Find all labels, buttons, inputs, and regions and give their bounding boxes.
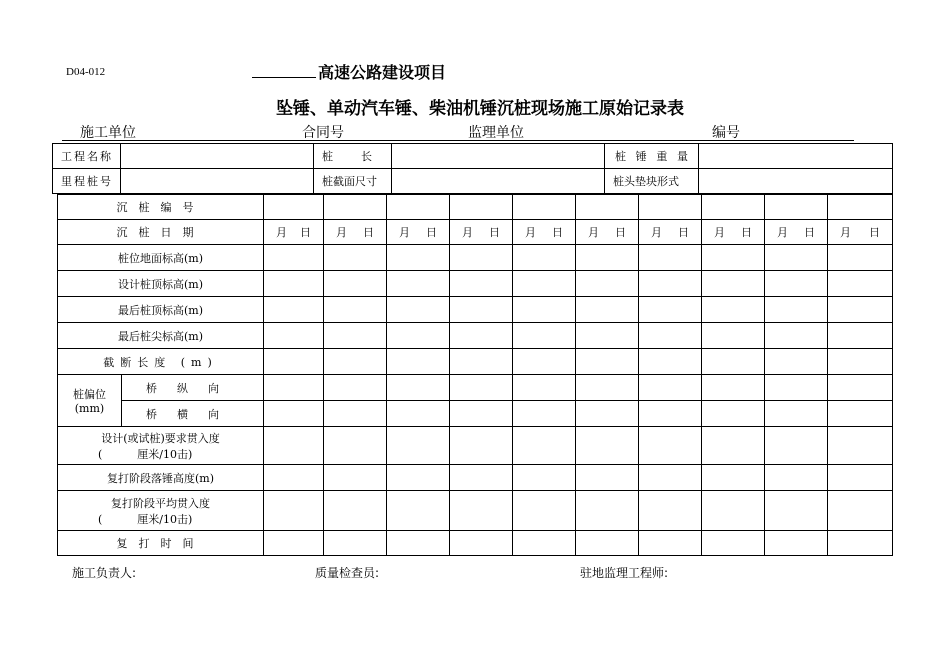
project-name-label: 工程名称 — [53, 144, 121, 169]
design-penetration-label-line: 设计(或试桩)要求贯入度 — [101, 431, 220, 445]
project-name-field[interactable] — [121, 144, 314, 169]
data-cell[interactable] — [264, 401, 324, 427]
month-day — [513, 224, 575, 240]
day-label: 日 — [552, 226, 563, 239]
data-cell[interactable] — [324, 349, 387, 375]
data-cell[interactable] — [828, 195, 893, 220]
data-cell[interactable] — [450, 297, 513, 323]
redrive-time-label — [58, 531, 264, 556]
data-cell[interactable] — [450, 465, 513, 491]
data-cell[interactable] — [513, 375, 576, 401]
data-cell[interactable] — [639, 465, 702, 491]
data-cell[interactable] — [450, 427, 513, 465]
data-cell[interactable] — [702, 271, 765, 297]
date-cell[interactable] — [387, 220, 450, 245]
day-label: 日 — [615, 226, 626, 239]
table-row — [58, 491, 893, 531]
data-cell[interactable] — [513, 465, 576, 491]
info-table — [52, 143, 893, 194]
month-label: 月 — [276, 226, 287, 239]
mileage-pile-label: 里程桩号 — [53, 169, 121, 194]
data-cell[interactable] — [387, 271, 450, 297]
data-cell[interactable] — [324, 297, 387, 323]
data-cell[interactable] — [513, 271, 576, 297]
data-cell[interactable] — [828, 531, 893, 556]
data-cell[interactable] — [702, 427, 765, 465]
quality-inspector-label: 质量检查员: — [315, 566, 380, 580]
month-day — [387, 224, 449, 240]
data-cell[interactable] — [576, 465, 639, 491]
bridge-trans-label-text: 桥横向 — [146, 407, 239, 421]
day-label: 日 — [426, 226, 437, 239]
pile-no-label — [58, 195, 264, 220]
data-cell[interactable] — [324, 427, 387, 465]
data-cell[interactable] — [324, 491, 387, 531]
data-cell[interactable] — [264, 427, 324, 465]
data-cell[interactable] — [450, 323, 513, 349]
date-cell[interactable] — [828, 220, 893, 245]
data-cell[interactable] — [765, 401, 828, 427]
pile-offset-label — [58, 375, 122, 427]
project-name-blank[interactable] — [252, 61, 316, 78]
day-label: 日 — [489, 226, 500, 239]
data-cell[interactable] — [450, 271, 513, 297]
ground-elev-label — [58, 245, 264, 271]
data-cell[interactable] — [513, 349, 576, 375]
month-day — [639, 224, 701, 240]
info-row — [53, 144, 893, 169]
table-row — [58, 323, 893, 349]
data-cell[interactable] — [828, 465, 893, 491]
hammer-weight-label: 桩锤重量 — [605, 144, 699, 169]
pile-section-field[interactable] — [392, 169, 605, 194]
month-day — [702, 224, 764, 240]
data-cell[interactable] — [702, 491, 765, 531]
final-tip-elev-label-text: 最后桩尖标高(m) — [117, 329, 203, 343]
data-cell[interactable] — [513, 297, 576, 323]
cut-length-label — [58, 349, 264, 375]
data-cell[interactable] — [639, 531, 702, 556]
data-cell[interactable] — [639, 323, 702, 349]
data-cell[interactable] — [639, 491, 702, 531]
redrive-time-label-text: 复打时间 — [116, 537, 205, 550]
month-label: 月 — [525, 226, 536, 239]
cut-length-label-text: 截断长度 (m) — [103, 355, 218, 369]
table-row — [58, 195, 893, 220]
month-label: 月 — [588, 226, 599, 239]
month-label: 月 — [714, 226, 725, 239]
data-cell[interactable] — [450, 349, 513, 375]
table-row — [58, 375, 893, 401]
data-cell[interactable] — [576, 401, 639, 427]
data-cell[interactable] — [702, 245, 765, 271]
data-cell[interactable] — [387, 465, 450, 491]
date-cell[interactable] — [264, 220, 324, 245]
table-row — [58, 245, 893, 271]
table-row — [58, 297, 893, 323]
redrive-height-label — [58, 465, 264, 491]
header-contract-no: 合同号 — [302, 125, 344, 141]
data-cell[interactable] — [828, 375, 893, 401]
hammer-weight-field[interactable] — [699, 144, 893, 169]
data-cell[interactable] — [765, 375, 828, 401]
data-cell[interactable] — [450, 245, 513, 271]
month-day — [450, 224, 512, 240]
data-cell[interactable] — [450, 401, 513, 427]
table-row — [58, 220, 893, 245]
data-cell[interactable] — [828, 323, 893, 349]
project-title-text: 高速公路建设项目 — [318, 63, 447, 82]
data-cell[interactable] — [702, 323, 765, 349]
pile-cushion-field[interactable] — [699, 169, 893, 194]
data-cell[interactable] — [576, 271, 639, 297]
final-top-elev-label — [58, 297, 264, 323]
data-cell[interactable] — [828, 491, 893, 531]
date-cell[interactable] — [576, 220, 639, 245]
data-cell[interactable] — [450, 531, 513, 556]
data-cell[interactable] — [639, 401, 702, 427]
data-cell[interactable] — [324, 323, 387, 349]
data-cell[interactable] — [765, 195, 828, 220]
data-cell[interactable] — [702, 297, 765, 323]
day-label: 日 — [300, 226, 311, 239]
date-cell[interactable] — [639, 220, 702, 245]
day-label: 日 — [741, 226, 752, 239]
day-label: 日 — [869, 226, 880, 239]
construction-lead-label: 施工负责人: — [72, 566, 137, 580]
ground-elev-label-text: 桩位地面标高(m) — [117, 251, 203, 265]
table-row — [58, 349, 893, 375]
data-cell[interactable] — [828, 349, 893, 375]
date-cell[interactable] — [513, 220, 576, 245]
data-cell[interactable] — [324, 271, 387, 297]
data-cell[interactable] — [387, 375, 450, 401]
mileage-pile-field[interactable] — [121, 169, 314, 194]
data-cell[interactable] — [513, 531, 576, 556]
bridge-trans-label — [122, 401, 264, 427]
data-cell[interactable] — [324, 245, 387, 271]
pile-length-field[interactable] — [392, 144, 605, 169]
data-cell[interactable] — [765, 531, 828, 556]
header-construction-unit: 施工单位 — [80, 125, 136, 141]
data-cell[interactable] — [324, 531, 387, 556]
data-cell[interactable] — [264, 491, 324, 531]
data-cell[interactable] — [264, 323, 324, 349]
redrive-penetration-label-line: ( 厘米/10击) — [98, 512, 193, 526]
data-cell[interactable] — [639, 427, 702, 465]
data-cell[interactable] — [264, 297, 324, 323]
data-cell[interactable] — [576, 349, 639, 375]
data-cell[interactable] — [702, 349, 765, 375]
data-cell[interactable] — [387, 349, 450, 375]
data-cell[interactable] — [513, 323, 576, 349]
data-cell[interactable] — [264, 271, 324, 297]
day-label: 日 — [804, 226, 815, 239]
data-cell[interactable] — [264, 465, 324, 491]
data-cell[interactable] — [639, 375, 702, 401]
table-row — [58, 401, 893, 427]
month-label: 月 — [651, 226, 662, 239]
data-cell[interactable] — [765, 491, 828, 531]
data-cell[interactable] — [576, 195, 639, 220]
data-cell[interactable] — [702, 401, 765, 427]
data-cell[interactable] — [639, 349, 702, 375]
data-cell[interactable] — [639, 297, 702, 323]
date-cell[interactable] — [324, 220, 387, 245]
month-day — [324, 224, 386, 240]
pile-length-label: 桩 长 — [314, 144, 392, 169]
data-cell[interactable] — [513, 195, 576, 220]
data-cell[interactable] — [387, 297, 450, 323]
data-cell[interactable] — [765, 323, 828, 349]
data-cell[interactable] — [513, 401, 576, 427]
data-cell[interactable] — [576, 375, 639, 401]
data-cell[interactable] — [702, 375, 765, 401]
month-label: 月 — [840, 226, 851, 239]
info-row — [53, 169, 893, 194]
data-cell[interactable] — [387, 531, 450, 556]
design-top-elev-label-text: 设计桩顶标高(m) — [117, 277, 203, 291]
data-cell[interactable] — [576, 245, 639, 271]
data-cell[interactable] — [702, 531, 765, 556]
data-cell[interactable] — [513, 427, 576, 465]
pile-date-label — [58, 220, 264, 245]
design-penetration-label-line: ( 厘米/10击) — [98, 447, 193, 461]
data-cell[interactable] — [765, 465, 828, 491]
pile-offset-unit: (mm) — [74, 402, 105, 415]
table-row — [58, 271, 893, 297]
header-supervision-unit: 监理单位 — [468, 125, 524, 141]
table-row — [58, 465, 893, 491]
data-cell[interactable] — [828, 401, 893, 427]
month-day — [765, 224, 827, 240]
data-cell[interactable] — [765, 427, 828, 465]
data-cell[interactable] — [450, 375, 513, 401]
table-row — [58, 531, 893, 556]
date-cell[interactable] — [765, 220, 828, 245]
data-cell[interactable] — [387, 401, 450, 427]
day-label: 日 — [678, 226, 689, 239]
record-table — [57, 194, 893, 556]
design-top-elev-label — [58, 271, 264, 297]
form-title: 坠锤、单动汽车锤、柴油机锤沉桩现场施工原始记录表 — [276, 99, 684, 119]
data-cell[interactable] — [324, 375, 387, 401]
data-cell[interactable] — [702, 465, 765, 491]
pile-cushion-label: 桩头垫块形式 — [605, 169, 699, 194]
redrive-height-label-text: 复打阶段落锤高度(m) — [106, 471, 214, 485]
data-cell[interactable] — [639, 195, 702, 220]
data-cell[interactable] — [387, 323, 450, 349]
month-label: 月 — [462, 226, 473, 239]
document-code: D04-012 — [66, 66, 106, 78]
data-cell[interactable] — [264, 245, 324, 271]
project-title — [252, 60, 446, 83]
month-day — [264, 224, 323, 240]
data-cell[interactable] — [324, 401, 387, 427]
pile-section-label: 桩截面尺寸 — [314, 169, 392, 194]
data-cell[interactable] — [828, 427, 893, 465]
data-cell[interactable] — [513, 491, 576, 531]
data-cell[interactable] — [264, 375, 324, 401]
design-penetration-label — [58, 427, 264, 465]
month-label: 月 — [399, 226, 410, 239]
day-label: 日 — [363, 226, 374, 239]
data-cell[interactable] — [324, 465, 387, 491]
data-cell[interactable] — [387, 195, 450, 220]
date-cell[interactable] — [450, 220, 513, 245]
final-tip-elev-label — [58, 323, 264, 349]
data-cell[interactable] — [324, 195, 387, 220]
header-serial-no: 编号 — [712, 125, 740, 141]
data-cell[interactable] — [765, 349, 828, 375]
site-supervisor-label: 驻地监理工程师: — [580, 566, 669, 580]
final-top-elev-label-text: 最后桩顶标高(m) — [117, 303, 203, 317]
month-label: 月 — [777, 226, 788, 239]
date-cell[interactable] — [702, 220, 765, 245]
data-cell[interactable] — [765, 297, 828, 323]
data-cell[interactable] — [828, 271, 893, 297]
pile-date-label-text: 沉桩日期 — [116, 226, 205, 239]
data-cell[interactable] — [450, 491, 513, 531]
data-cell[interactable] — [576, 427, 639, 465]
data-cell[interactable] — [576, 491, 639, 531]
data-cell[interactable] — [639, 245, 702, 271]
data-cell[interactable] — [828, 245, 893, 271]
data-cell[interactable] — [264, 195, 324, 220]
data-cell[interactable] — [828, 297, 893, 323]
data-cell[interactable] — [576, 323, 639, 349]
data-cell[interactable] — [387, 245, 450, 271]
data-cell[interactable] — [765, 271, 828, 297]
data-cell[interactable] — [450, 195, 513, 220]
data-cell[interactable] — [264, 531, 324, 556]
data-cell[interactable] — [576, 531, 639, 556]
bridge-long-label — [122, 375, 264, 401]
header-underline — [62, 140, 854, 141]
month-day — [828, 224, 892, 240]
data-cell[interactable] — [513, 245, 576, 271]
bridge-long-label-text: 桥纵向 — [146, 381, 239, 395]
redrive-penetration-label-line: 复打阶段平均贯入度 — [111, 496, 210, 510]
month-day — [576, 224, 638, 240]
data-cell[interactable] — [387, 491, 450, 531]
table-row — [58, 427, 893, 465]
month-label: 月 — [336, 226, 347, 239]
data-cell[interactable] — [576, 297, 639, 323]
data-cell[interactable] — [639, 271, 702, 297]
data-cell[interactable] — [264, 349, 324, 375]
pile-offset-text: 桩偏位 — [73, 388, 106, 401]
redrive-penetration-label — [58, 491, 264, 531]
pile-no-label-text: 沉桩编号 — [116, 201, 205, 214]
data-cell[interactable] — [765, 245, 828, 271]
data-cell[interactable] — [387, 427, 450, 465]
data-cell[interactable] — [702, 195, 765, 220]
